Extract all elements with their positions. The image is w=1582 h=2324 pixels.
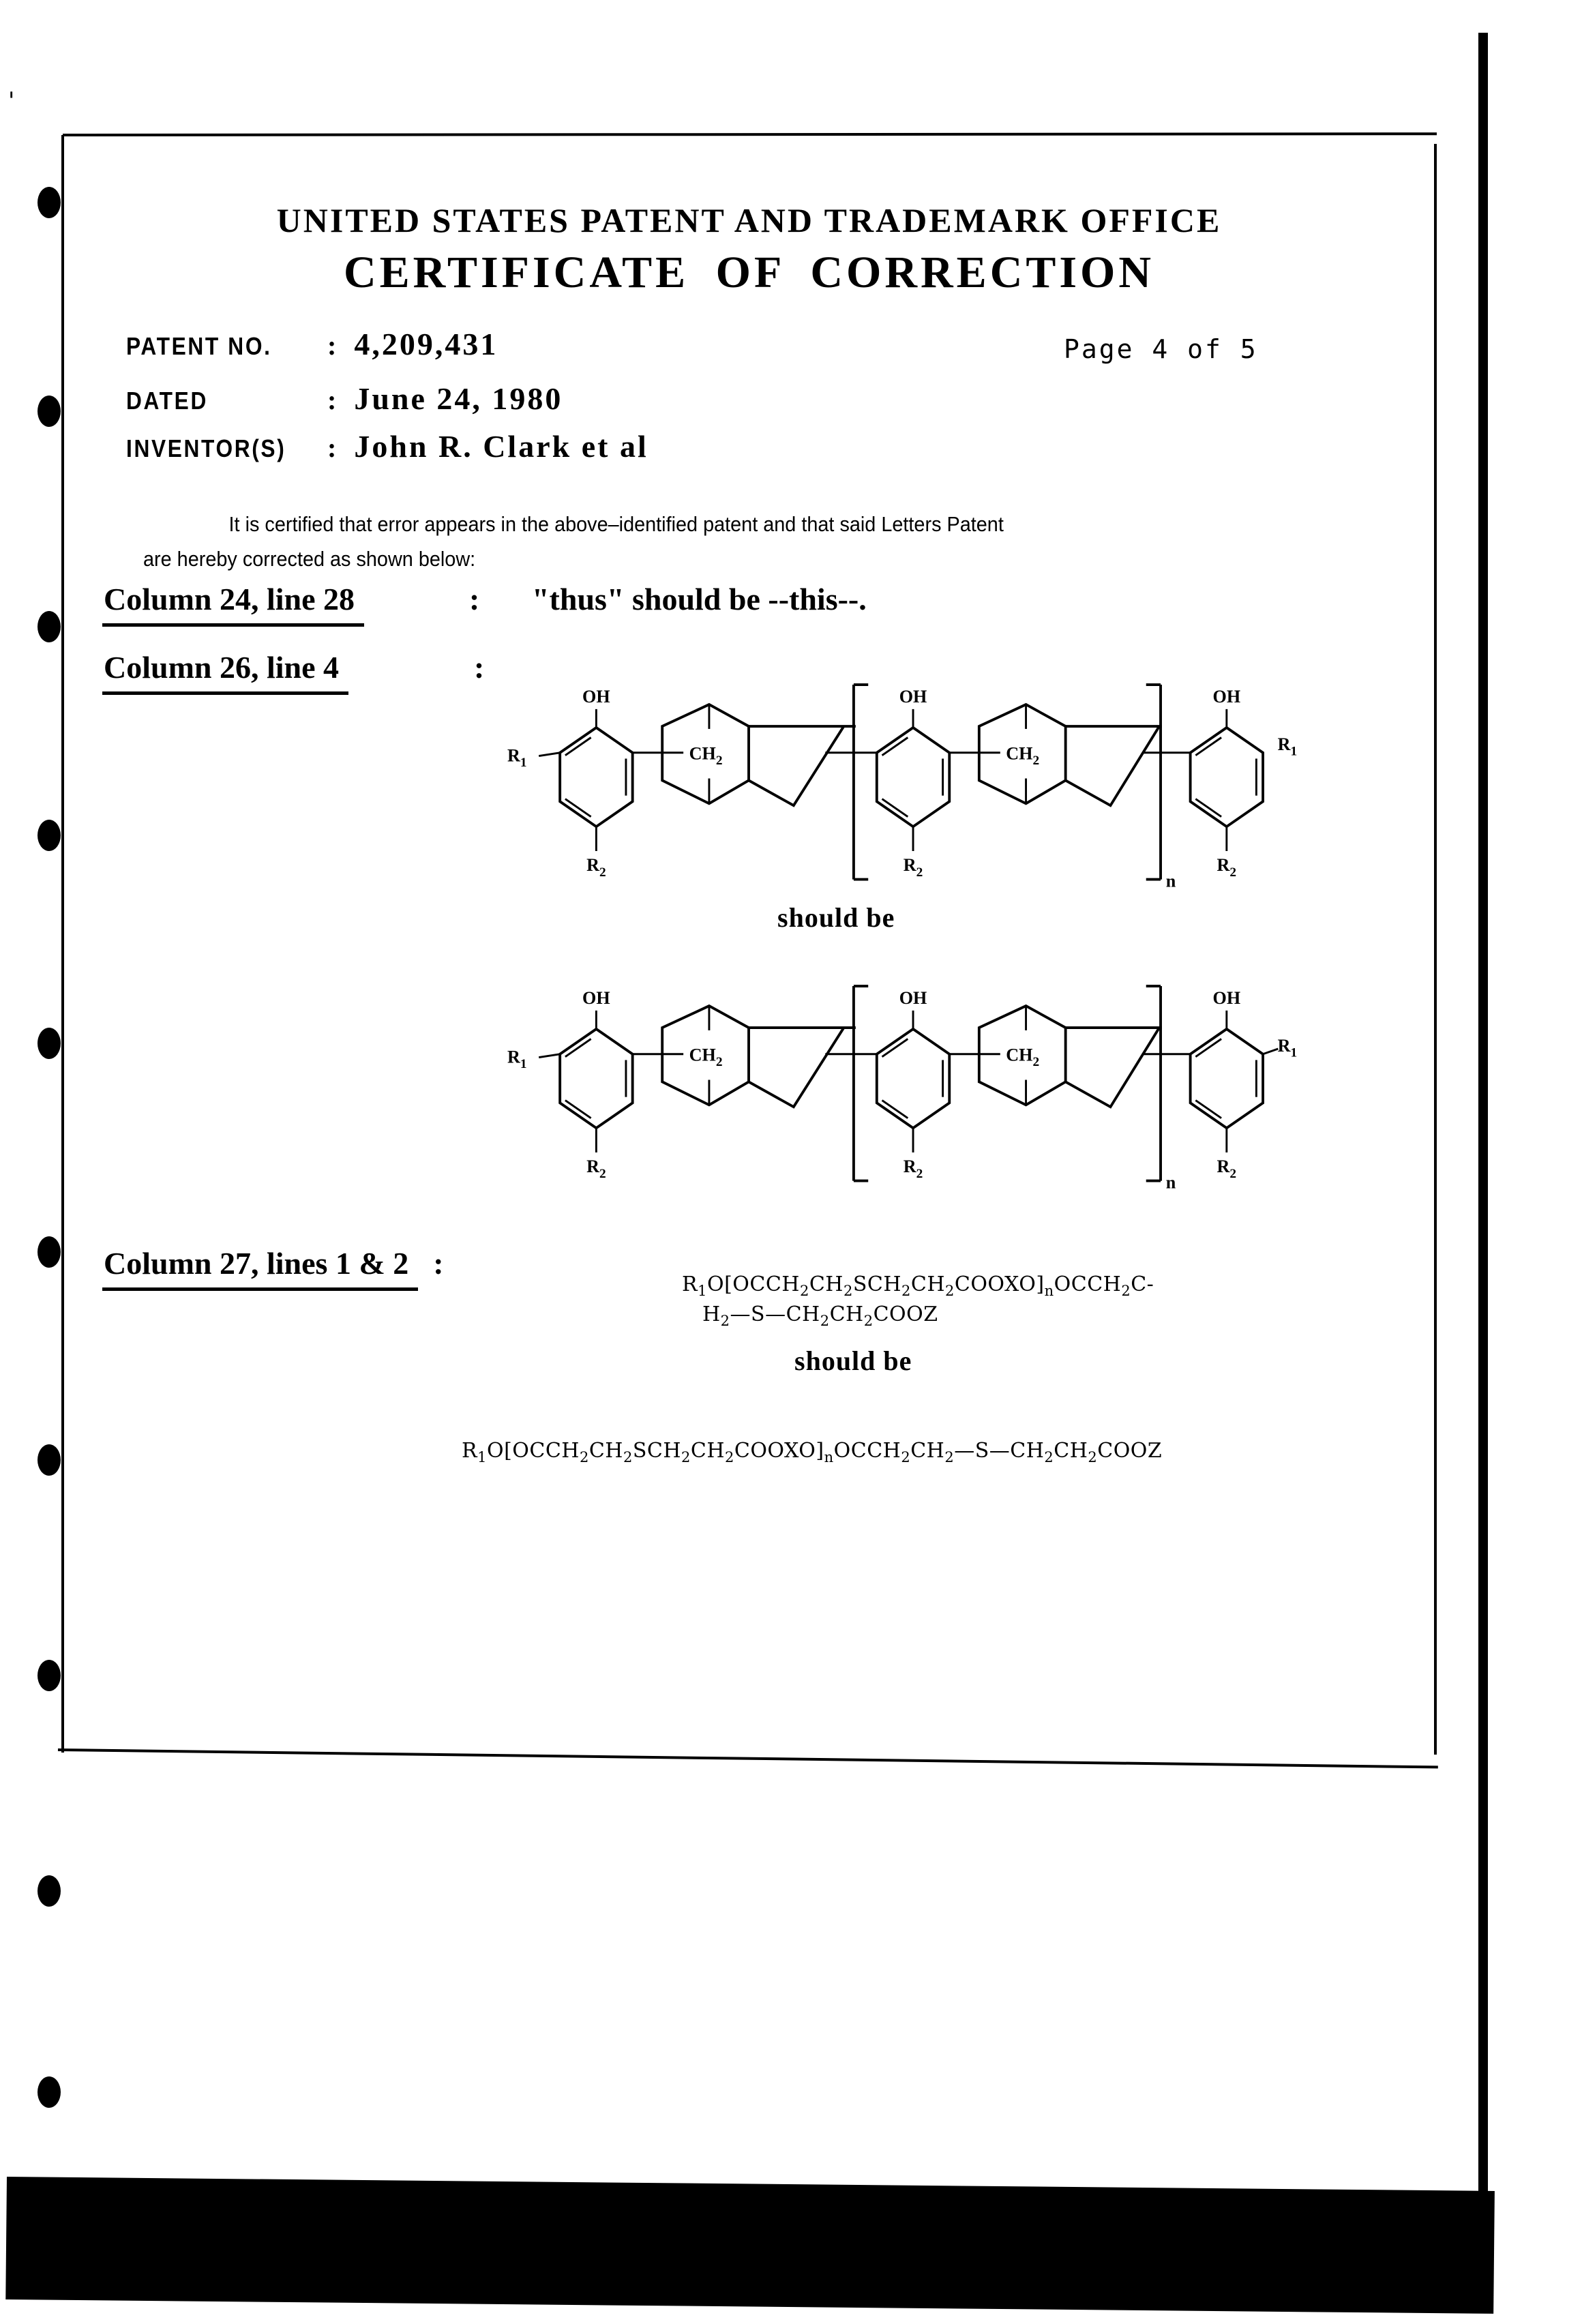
separator-colon: : bbox=[469, 582, 480, 616]
inventors-value: John R. Clark et al bbox=[354, 429, 648, 464]
inventors-label: INVENTOR(S) bbox=[126, 434, 286, 462]
methylene-label: $CH_2$ bbox=[1006, 743, 1040, 769]
scan-artifact-mark: ' bbox=[8, 87, 15, 115]
methylene-label: $CH_2$ bbox=[1006, 1045, 1040, 1070]
page-indicator: Page 4 of 5 bbox=[1064, 334, 1258, 364]
certification-paragraph bbox=[143, 507, 1221, 576]
correction-text: "thus" should be --this--. bbox=[532, 582, 867, 616]
document-frame-bottom bbox=[58, 1748, 1438, 1768]
r2-substituent-label: $R_2$ bbox=[903, 855, 923, 880]
binder-hole bbox=[38, 1444, 61, 1476]
binder-hole bbox=[38, 1875, 61, 1907]
correction-row-col24 bbox=[102, 581, 867, 617]
document-frame-right bbox=[1434, 144, 1437, 1755]
separator-colon: : bbox=[327, 385, 337, 415]
correction-row-col27 bbox=[102, 1245, 444, 1281]
dated-row bbox=[126, 381, 563, 417]
structure-bonds bbox=[539, 986, 1278, 1181]
polymer-structure-drawing bbox=[481, 968, 1306, 1192]
binder-hole bbox=[38, 611, 61, 642]
hydroxyl-label: OH bbox=[582, 687, 610, 707]
repeat-index-label: n bbox=[1165, 1172, 1176, 1192]
separator-colon: : bbox=[327, 432, 337, 463]
dated-value: June 24, 1980 bbox=[354, 381, 563, 416]
patent-no-row bbox=[126, 326, 498, 362]
binder-hole bbox=[38, 187, 61, 218]
r2-substituent-label: $R_2$ bbox=[586, 855, 606, 880]
binder-hole bbox=[38, 820, 61, 851]
hydroxyl-label: OH bbox=[899, 687, 927, 707]
dated-label: DATED bbox=[126, 387, 208, 415]
formula-original-line1: $R_1O[OCCH_2CH_2SCH_2CH_2COOXO]_nOCCH_2C-$ bbox=[682, 1272, 1154, 1299]
scan-bottom-bar bbox=[5, 2177, 1495, 2314]
hydroxyl-label: OH bbox=[1212, 988, 1241, 1009]
r2-substituent-label: $R_2$ bbox=[586, 1157, 606, 1181]
polymer-structure-drawing bbox=[481, 667, 1306, 891]
chemical-structure-original bbox=[481, 667, 1306, 891]
binder-hole bbox=[38, 396, 61, 427]
certification-line2: are hereby corrected as shown below: bbox=[143, 547, 476, 571]
r1-substituent-label: $R_1$ bbox=[507, 1047, 527, 1072]
separator-colon: : bbox=[327, 330, 337, 361]
repeat-index-label: n bbox=[1165, 871, 1176, 891]
binder-hole bbox=[38, 1660, 61, 1691]
separator-colon: : bbox=[433, 1246, 444, 1281]
correction-location: Column 24, line 28 bbox=[102, 582, 364, 627]
binder-hole bbox=[38, 2076, 61, 2108]
patent-no-label: PATENT NO. bbox=[126, 332, 272, 360]
r1-substituent-label: $R_1$ bbox=[507, 745, 527, 771]
methylene-label: $CH_2$ bbox=[689, 1045, 723, 1070]
hydroxyl-label: OH bbox=[899, 988, 927, 1009]
correction-location: Column 26, line 4 bbox=[102, 650, 348, 695]
certification-line1: It is certified that error appears in the above–identified patent and that said Letters Patent bbox=[228, 512, 1004, 536]
patent-no-value: 4,209,431 bbox=[354, 327, 498, 361]
hydroxyl-label: OH bbox=[582, 988, 610, 1009]
formula-corrected: $R_1O[OCCH_2CH_2SCH_2CH_2COOXO]_nOCCH_2CH_2—S—CH_2CH_2COOZ$ bbox=[462, 1439, 1163, 1465]
formula-original-line2: $H_2—S—CH_2CH_2COOZ$ bbox=[702, 1302, 938, 1329]
r2-substituent-label: $R_2$ bbox=[903, 1157, 923, 1181]
chemical-structure-corrected bbox=[481, 968, 1306, 1192]
binder-hole bbox=[38, 1236, 61, 1268]
should-be-label: should be bbox=[777, 902, 895, 933]
r1-substituent-label: $R_1$ bbox=[1277, 1035, 1298, 1060]
methylene-label: $CH_2$ bbox=[689, 743, 723, 769]
correction-row-col26 bbox=[102, 649, 485, 685]
separator-colon: : bbox=[474, 650, 485, 685]
document-frame-top bbox=[63, 132, 1437, 136]
inventors-row bbox=[126, 428, 648, 464]
r2-substituent-label: $R_2$ bbox=[1217, 855, 1237, 880]
document-frame-left bbox=[61, 135, 64, 1753]
r1-substituent-label: $R_1$ bbox=[1277, 734, 1298, 759]
hydroxyl-label: OH bbox=[1212, 687, 1241, 707]
r2-substituent-label: $R_2$ bbox=[1217, 1157, 1237, 1181]
should-be-label: should be bbox=[794, 1345, 912, 1376]
correction-location: Column 27, lines 1 & 2 bbox=[102, 1246, 418, 1291]
scan-edge-bar bbox=[1478, 33, 1488, 2297]
binder-hole bbox=[38, 1028, 61, 1059]
structure-bonds bbox=[539, 685, 1263, 880]
certificate-title: CERTIFICATE OF CORRECTION bbox=[343, 248, 1155, 297]
office-title: UNITED STATES PATENT AND TRADEMARK OFFICE bbox=[276, 201, 1222, 239]
